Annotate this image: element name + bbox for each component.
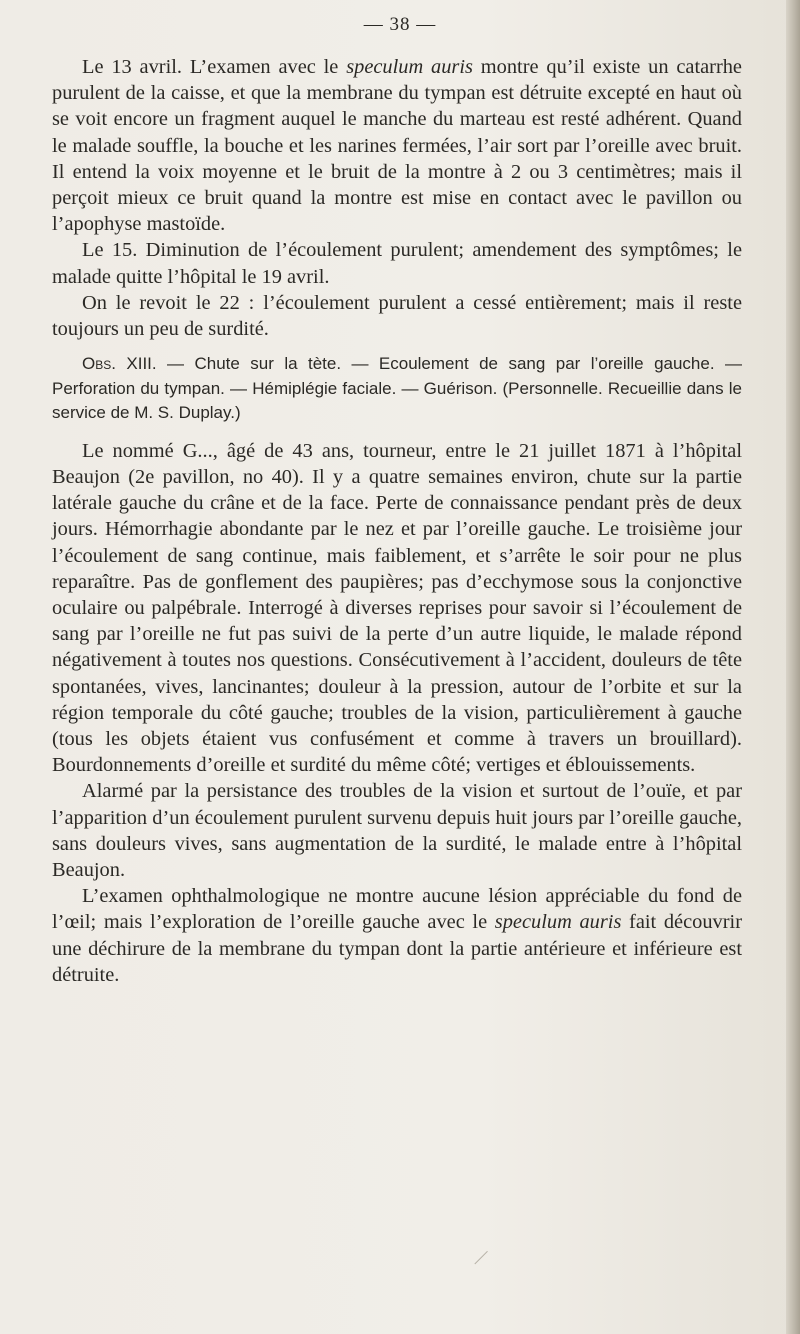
observation-summary: — Chute sur la tète. — Ecoulement de sang par l’oreille gauche. — Perforation du tympan. — Hémiplégie faciale. — Guérison. (Personnelle. Recueillie dans le service de M. S. Duplay.) — [52, 354, 742, 423]
page-body — [52, 54, 742, 988]
italic-term: speculum auris — [494, 911, 622, 934]
page-number: — 38 — — [363, 14, 437, 35]
paragraph-text: fait découvrir une déchirure de la membrane du tympan dont la partie antérieure et inférieure est détruite. — [52, 911, 742, 986]
paragraph-text: montre qu’il existe un catarrhe purulent de la caisse, et que la membrane du tympan est détruite excepté en haut où se voit encore un fragment auquel le manche du marteau est resté adhérent. Quand le malade souffle, la bouche et les narines fermées, l’air sort par l’oreille avec bruit. Il entend la voix moyenne et le bruit de la montre à 2 ou 3 centimètres; mais il perçoit mieux ce bruit quand la montre est mise en contact avec le pavillon ou l’apophyse mastoïde. — [52, 56, 742, 236]
paragraph-april-15: Le 15. Diminution de l’écoulement purulent; amendement des symptômes; le malade quitte l’hôpital le 19 avril. — [52, 239, 742, 288]
paragraph-admission: Alarmé par la persistance des troubles de la vision et surtout de l’ouïe, et par l’apparition d’un écoulement purulent survenu depuis huit jours par l’oreille gauche, sans douleurs vives, sans augmentation de la surdité, le malade entre à l’hôpital Beaujon. — [52, 780, 742, 881]
paragraph-april-13 — [52, 54, 742, 237]
paragraph-examination — [52, 883, 742, 988]
paragraph-case-history: Le nommé G..., âgé de 43 ans, tourneur, entre le 21 juillet 1871 à l’hôpital Beaujon (2e pavillon, no 40). Il y a quatre semaines environ, chute sur la partie latérale gauche du crâne et de la face. Perte de connaissance pendant près de deux jours. Hémorrhagie abondante par le nez et par l’oreille gauche. Le troisième jour l’écoulement de sang continue, mais faiblement, et s’arrête le soir pour ne plus reparaître. Pas de gonflement des paupières; pas d’ecchymose sous la conjonctive oculaire ou palpébrale. Interrogé à diverses reprises pour savoir si l’écoulement de sang par l’oreille ne fut pas suivi de la perte d’un autre liquide, le malade répond négativement à toutes nos questions. Consécutivement à l’accident, douleurs de tête spontanées, vives, lancinantes; douleur à la pression, autour de l’orbite et sur la région temporale du côté gauche; troubles de la vision, particulièrement à gauche (tous les objets étaient vus confusément et comme à travers un brouillard). Bourdonnements d’oreille et surdité du même côté; vertiges et éblouissements. — [52, 439, 742, 777]
observation-heading — [52, 352, 742, 426]
paragraph-april-22: On le revoit le 22 : l’écoulement purulent a cessé entièrement; mais il reste toujours un peu de surdité. — [52, 291, 742, 341]
paragraph-text: L’examen ophthalmologique ne montre aucune lésion appréciable du fond de l’œil; mais l’exploration de l’oreille gauche avec le — [52, 885, 742, 934]
italic-term: speculum auris — [346, 56, 473, 78]
observation-label: Obs. XIII. — [82, 354, 157, 374]
paragraph-text: Le 13 avril. L’examen avec le — [82, 56, 347, 78]
pencil-mark — [474, 1251, 500, 1277]
page-edge-shadow — [786, 0, 800, 1334]
